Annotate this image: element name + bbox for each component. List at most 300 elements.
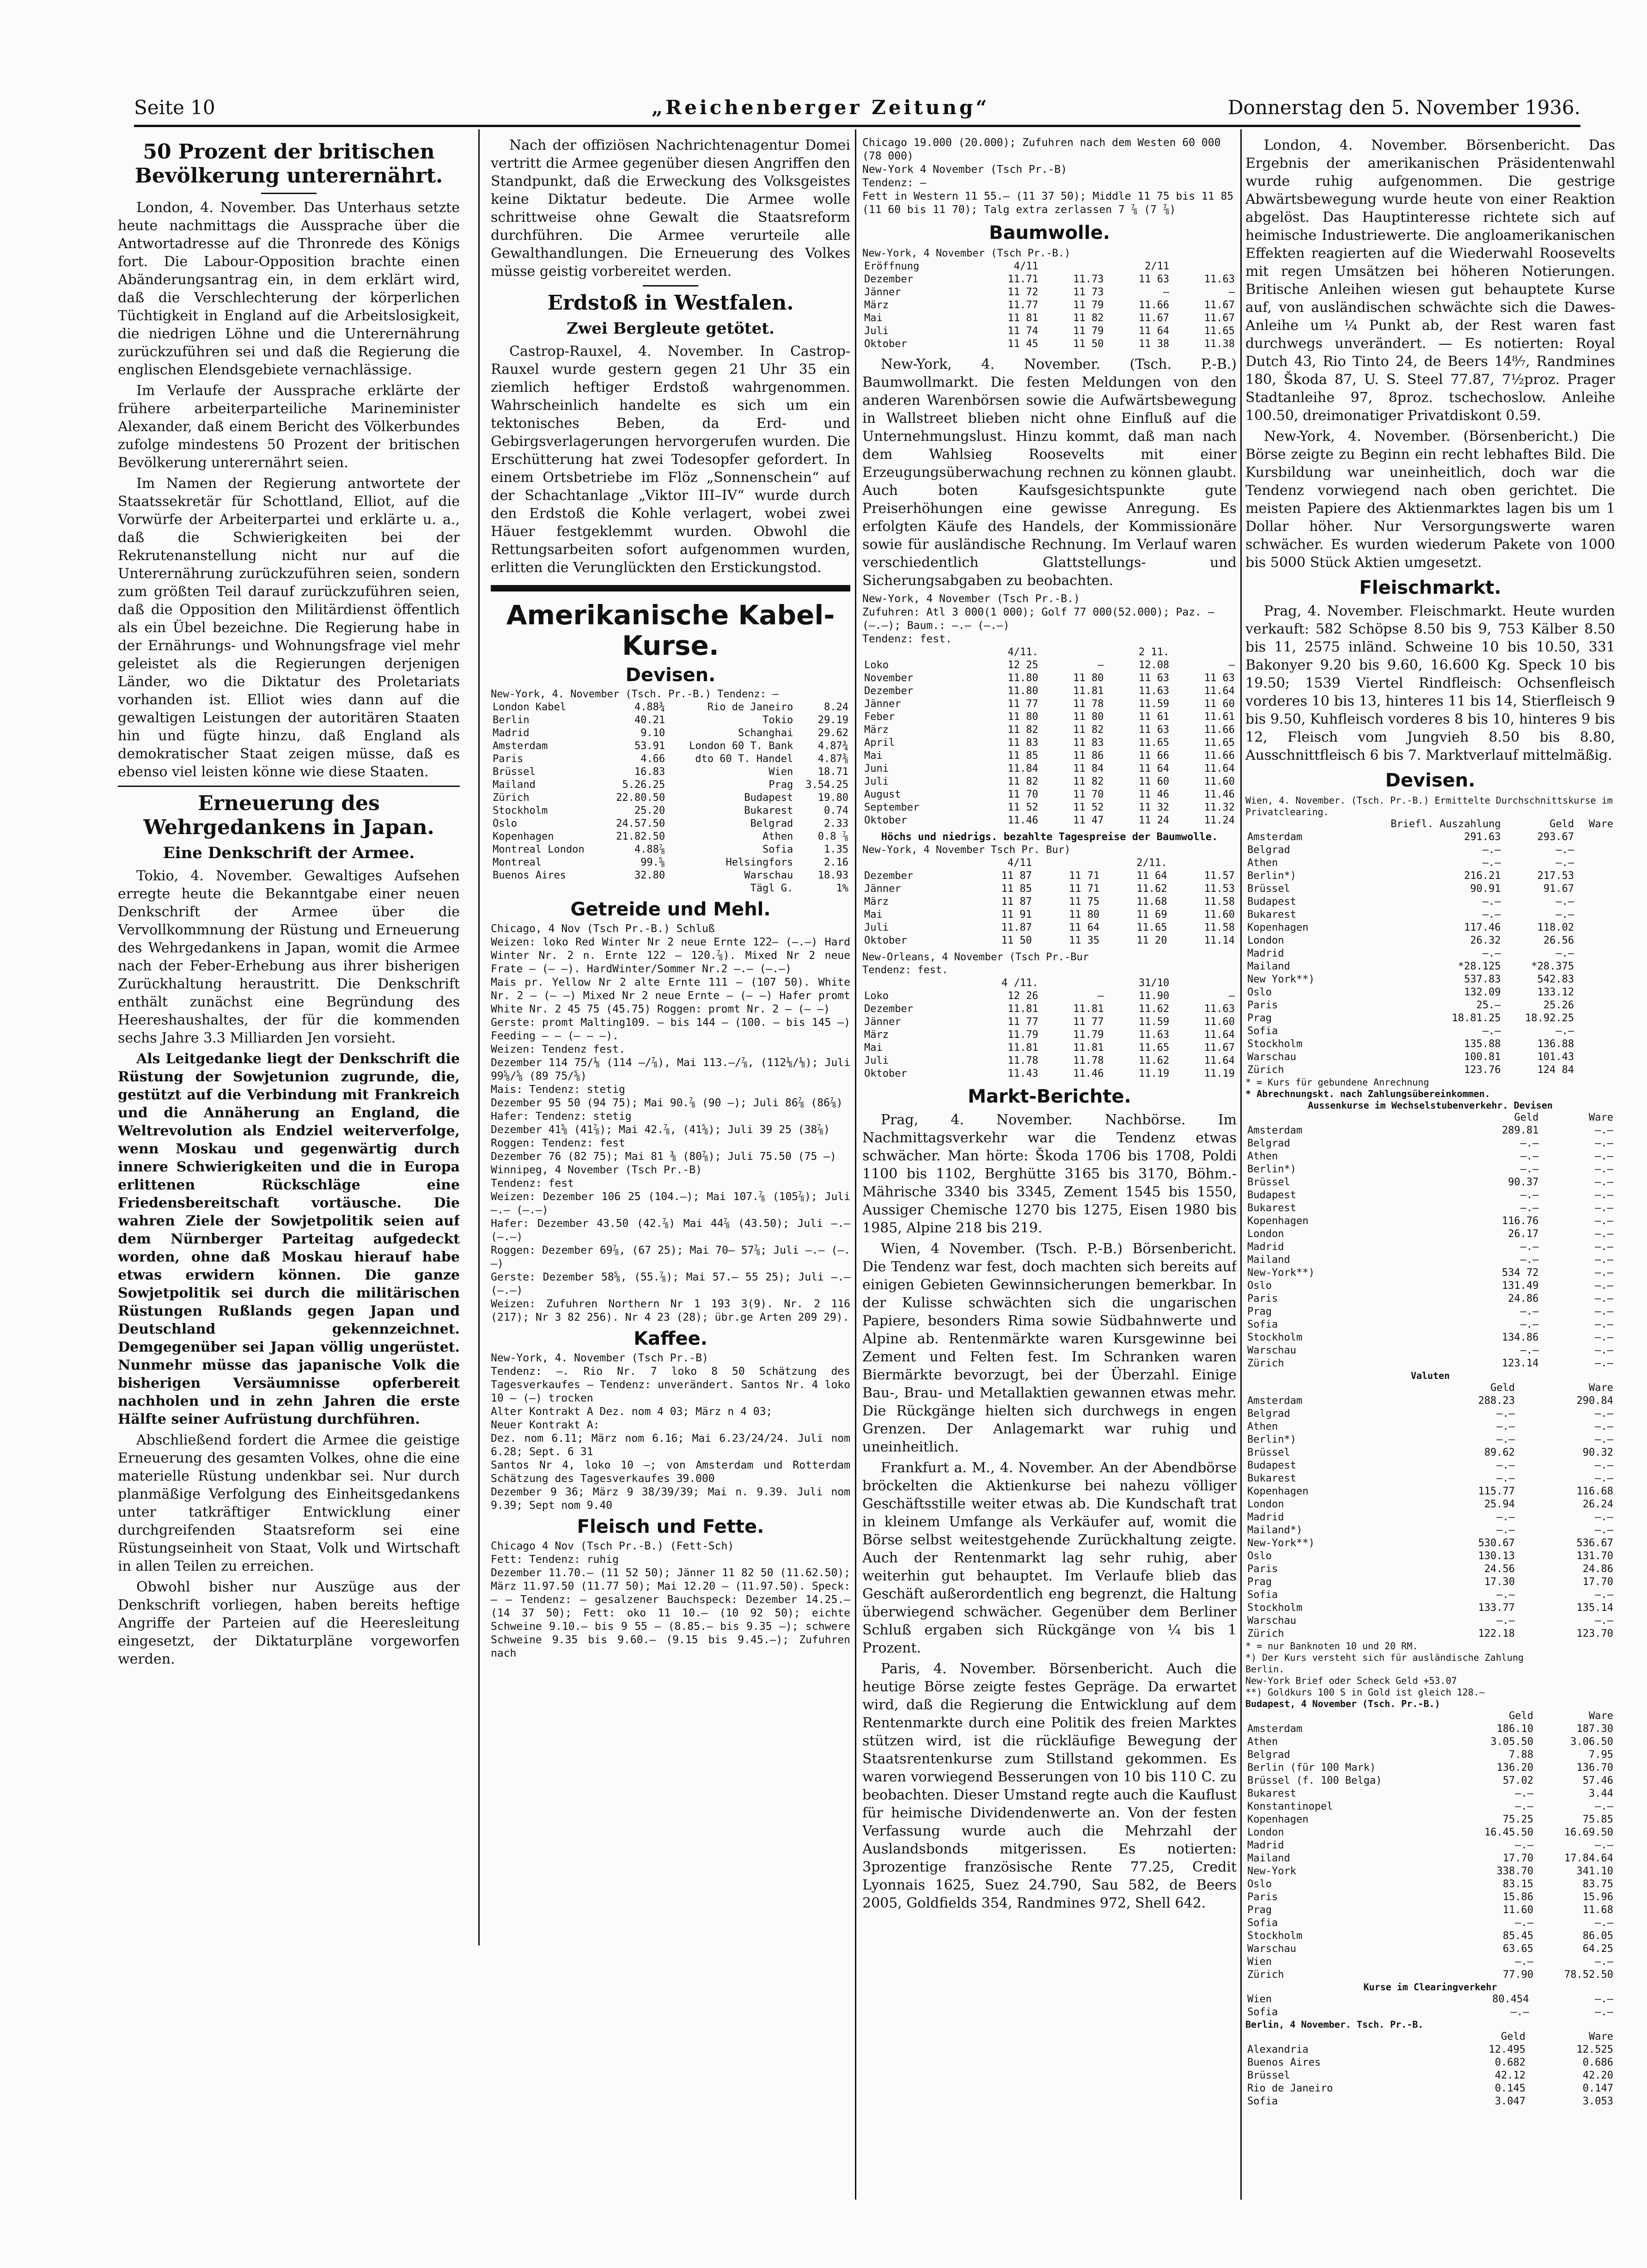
report-line: Dez. nom 6.11; März nom 6.16; Mai 6.23/24/24. Juli nom 6.28; Sept. 6 31 <box>491 1433 850 1458</box>
cotton-highlow-heading: Höchs und niedrigs. bezahlte Tagespreise der Baumwolle. <box>881 831 1218 843</box>
table-row <box>1245 1064 1615 1077</box>
table-cell: —.— <box>1595 1840 1613 1851</box>
table-cell: —.— <box>1515 1840 1534 1851</box>
table-row <box>1245 1038 1615 1051</box>
vienna-clearing-table <box>1245 818 1615 1077</box>
table-cell: Buenos Aires <box>493 870 566 881</box>
table-cell: Alexandria <box>1247 2044 1309 2055</box>
table-header-cell: Ware <box>1589 1710 1613 1722</box>
table-cell: März <box>864 299 889 311</box>
table-cell: 16.45.50 <box>1484 1827 1534 1838</box>
table-row <box>1245 857 1615 870</box>
paragraph: Prag, 4. November. Nachbörse. Im Nachmittagsverkehr war die Tendenz etwas schwächer. Man hörte: Škoda 1706 bis 1708, Poldi 1100 bis 1102, Berghütte 3165 bis 3170, Böhm.-Mährische 3340 bis 3345, Zement 1545 bis 1550, Aussiger Chemische 1270 bis 1275, Eisen 1980 bis 1985, Alpine 218 bis 219. <box>862 1112 1237 1236</box>
table-cell: 11 84 <box>1073 763 1104 774</box>
table-cell: Amsterdam <box>493 740 548 752</box>
table-cell: —.— <box>1595 1228 1613 1240</box>
table-cell: —.— <box>1595 1917 1613 1929</box>
table-cell: 11 64 <box>1138 325 1170 337</box>
berlin-table <box>1245 2030 1615 2108</box>
table-cell: London <box>1247 935 1284 946</box>
table-row <box>1245 1749 1615 1762</box>
table-cell: Tokio <box>762 714 793 726</box>
table-cell: 4.66 <box>640 753 665 765</box>
cotton-report <box>862 355 1237 590</box>
table-cell: Brüssel <box>1247 1447 1290 1458</box>
valuten-note: New-York Brief oder Scheck Geld +53.07 <box>1245 1675 1457 1686</box>
paragraph: Nach der offiziösen Nachrichtenagentur Domei vertritt die Armee gegenüber diesen Angriffen den Standpunkt, daß die Erweckung des Volksgeistes keine Diktatur bedeute. Die Armee wolle schrittweise ohne Gewalt die Staatsreform durchführen. Die Armee verurteile alle Gewalthandlungen. Die Erneuerung des Volkes müsse geistig vorbereitet werden. <box>491 137 850 280</box>
table-cell: New-York**) <box>1247 1267 1315 1279</box>
table-header-row <box>1245 2030 1615 2043</box>
table-cell: 18.93 <box>817 870 848 881</box>
table-cell: 11 77 <box>1073 1016 1104 1028</box>
table-cell: —.— <box>1595 1164 1613 1175</box>
table-cell: Oslo <box>1247 1550 1272 1562</box>
table-row <box>1245 1254 1615 1267</box>
column-rule-1 <box>478 129 480 1945</box>
table-row <box>1245 1459 1615 1472</box>
table-cell: Prag <box>769 779 793 791</box>
table-cell: —.— <box>1510 2006 1529 2018</box>
table-cell: —.— <box>1595 1138 1613 1149</box>
table-cell: Berlin <box>493 714 530 726</box>
table-row <box>1245 1736 1615 1749</box>
report-line: Fett: Tendenz: ruhig <box>491 1554 619 1566</box>
table-row <box>1245 1878 1615 1891</box>
table-cell: 11.87 <box>1001 922 1032 933</box>
divider <box>118 786 460 787</box>
table-cell: Oktober <box>864 935 907 946</box>
table-cell: 18.92.25 <box>1525 1012 1574 1024</box>
table-cell: Kopenhagen <box>1247 1814 1309 1825</box>
table-cell: London <box>1247 1827 1284 1838</box>
table-cell: 25.94 <box>1484 1499 1515 1510</box>
table-row <box>1245 2095 1615 2108</box>
table-header-cell <box>862 977 963 990</box>
table-cell: 11 63 <box>1138 274 1170 285</box>
table-cell: Juli <box>864 1055 889 1067</box>
table-row <box>1245 2056 1615 2069</box>
table-cell: Warschau <box>1247 1615 1296 1627</box>
cotton-highlow-intro: New-York, 4 November Tsch Pr. Bur) <box>862 844 1071 856</box>
paragraph: Im Namen der Regierung antwortete der Staatssekretär für Schottland, Elliot, auf die Vorwürfe der Arbeiterpartei und erklärte u. a., daß die Schwierigkeiten bei der Rekrutenanstellung nicht nur auf die Unterernährung zurückzuführen seien, sondern zum größten Teil darauf zurückzuführen seien, daß die Opposition den Militärdienst öffentlich als ein Übel bezeichne. Die Regierung habe in der Ernährungs- und Wohnungsfrage viel mehr geleistet als die Regierungen derjenigen Länder, wo die Diktatur des Proletariats vorhanden ist. Elliot wies dann auf die gewaltigen Leistungen der autoritären Staaten hin und fügte hinzu, daß England als demokratischer Staat zeigen müsse, daß es ebenso viel leisten könne wie diese Staaten. <box>118 476 460 780</box>
paragraph: Abschließend fordert die Armee die geistige Erneuerung des gesamten Volkes, ohne die eine materielle Rüstung undenkbar sei. Nur durch planmäßige Verfolgung des Einheitsgedankens unter tatkräftiger Entwicklung einer durchgreifenden Staatsreform sei eine Rüstungseinheit von Staat, Volk und Wirtschaft in allen Teilen zu erreichen. <box>118 1432 460 1574</box>
table-header-cell: 4/11 <box>1007 857 1032 869</box>
table-cell: 11 63 <box>1204 672 1235 684</box>
table-row <box>862 299 1237 312</box>
table-cell: 11 82 <box>1007 724 1038 736</box>
cotton-table-3 <box>862 857 1237 947</box>
cotton-table-4 <box>862 977 1237 1080</box>
table-row <box>1245 1202 1615 1215</box>
table-row <box>1245 1787 1615 1800</box>
table-cell: 11 71 <box>1069 870 1100 882</box>
report-line: Dezember 76 (82 75); Mai 81 ⅜ (80⅞); Juli 75.50 (75 —) <box>491 1151 836 1163</box>
report-line: Winnipeg, 4 November (Tsch Pr.-B) <box>491 1164 702 1176</box>
table-cell: 136.70 <box>1576 1762 1613 1774</box>
table-cell: London 60 T. Bank <box>689 740 793 752</box>
table-cell: 11.80 <box>1007 685 1038 697</box>
table-cell: 11.62 <box>1138 1003 1170 1015</box>
table-header-cell <box>1040 646 1106 659</box>
table-cell: —.— <box>1595 1358 1613 1369</box>
headline-earthquake: Erdstoß in Westfalen. <box>547 291 794 315</box>
table-cell: 11 50 <box>1001 935 1032 946</box>
table-cell: —.— <box>1496 1615 1515 1627</box>
table-cell: —.— <box>1482 896 1501 908</box>
table-cell: 536.67 <box>1576 1537 1613 1549</box>
table-cell: Budapest <box>744 792 793 804</box>
table-row <box>491 753 850 766</box>
table-cell: 542.83 <box>1537 974 1574 985</box>
table-cell: Zürich <box>1247 1628 1284 1640</box>
table-row <box>1245 870 1615 883</box>
table-cell: Belgrad <box>1247 1138 1290 1149</box>
table-cell: 5.26.25 <box>622 779 665 791</box>
table-cell: Rio de Janeiro <box>707 701 793 713</box>
table-cell: Tägl G. <box>750 883 793 894</box>
table-row <box>862 312 1237 325</box>
table-row <box>1245 1215 1615 1228</box>
table-cell: 24.86 <box>1508 1293 1539 1305</box>
report-line: Alter Kontrakt A Dez. nom 4 03; März n 4 03; <box>491 1406 773 1418</box>
table-cell: Jänner <box>864 1016 901 1028</box>
table-header-cell: Ware <box>1589 2031 1613 2042</box>
table-cell: 11.58 <box>1204 896 1235 908</box>
table-cell: Berlin*) <box>1247 1164 1296 1175</box>
table-cell: Wien <box>1247 1956 1272 1968</box>
table-cell: 11.60 <box>1204 909 1235 921</box>
table-cell: 24.86 <box>1582 1563 1613 1575</box>
table-cell: 293.67 <box>1537 831 1574 843</box>
table-cell: Belgrad <box>1247 1749 1290 1761</box>
table-cell: Madrid <box>493 727 530 739</box>
table-row <box>862 711 1237 724</box>
table-cell: 11.90 <box>1138 990 1170 1002</box>
table-cell: 75.85 <box>1582 1814 1613 1825</box>
table-header-cell <box>862 646 975 659</box>
table-cell: 11.63 <box>1204 1003 1235 1015</box>
table-cell: 11.81 <box>1073 1042 1104 1054</box>
table-header-cell: 4/11 <box>1013 261 1038 272</box>
table-cell: 9.10 <box>640 727 665 739</box>
table-cell: —.— <box>1595 1408 1613 1420</box>
table-header-cell: 2/11. <box>1136 857 1167 869</box>
table-cell: 3.54.25 <box>805 779 848 791</box>
table-cell: —.— <box>1520 1319 1539 1330</box>
table-cell: 537.83 <box>1464 974 1501 985</box>
table-cell: Konstantinopel <box>1247 1801 1333 1812</box>
table-cell: Stockholm <box>1247 1038 1303 1050</box>
table-cell: 3.44 <box>1589 1788 1613 1799</box>
table-cell: 3.05.50 <box>1490 1736 1534 1748</box>
column-3 <box>862 136 1237 2244</box>
table-row <box>1245 1826 1615 1839</box>
table-cell: Madrid <box>1247 1840 1284 1851</box>
table-row <box>1245 1012 1615 1025</box>
table-cell: Brüssel <box>1247 2070 1290 2081</box>
table-cell: 26.24 <box>1582 1499 1613 1510</box>
table-row <box>1245 1025 1615 1038</box>
table-cell: Sofia <box>1247 1025 1278 1037</box>
table-row <box>1245 1537 1615 1550</box>
table-cell: 63.65 <box>1502 1943 1534 1955</box>
table-row <box>1245 1280 1615 1293</box>
table-row <box>862 934 1237 947</box>
table-cell: —.— <box>1595 1241 1613 1253</box>
table-row <box>1245 1485 1615 1498</box>
table-header-cell <box>1171 646 1237 659</box>
table-cell: —.— <box>1595 1332 1613 1343</box>
table-cell: 131.70 <box>1576 1550 1613 1562</box>
table-cell: 11 78 <box>1073 698 1104 710</box>
table-cell: 42.20 <box>1582 2070 1613 2081</box>
table-cell: 2.33 <box>824 818 848 829</box>
table-header-row <box>862 260 1237 273</box>
table-header-cell: Ware <box>1589 1112 1613 1123</box>
table-row <box>1245 896 1615 908</box>
table-cell: Sofia <box>1247 1589 1278 1601</box>
table-row <box>491 740 850 753</box>
table-cell: 11.84 <box>1007 763 1038 774</box>
table-cell: Sofia <box>1247 2096 1278 2107</box>
table-row <box>491 701 850 714</box>
table-cell: 288.23 <box>1478 1395 1515 1407</box>
table-header-cell: 2 11. <box>1138 646 1170 658</box>
table-cell: 12.495 <box>1488 2044 1526 2055</box>
table-cell: 100.81 <box>1464 1051 1501 1063</box>
table-cell: 11.68 <box>1582 1904 1613 1916</box>
table-cell: 32.80 <box>634 870 665 881</box>
table-cell: 11.19 <box>1204 1068 1235 1079</box>
cable-rates-heading: Amerikanische Kabel-Kurse. <box>506 599 835 661</box>
table-cell: 11.80 <box>1007 672 1038 684</box>
newspaper-title: „Reichenberger Zeitung“ <box>652 96 990 119</box>
table-row <box>1245 2043 1615 2056</box>
coffee-heading: Kaffee. <box>634 1328 708 1349</box>
berlin-intro: Berlin, 4 November. Tsch. Pr.-B. <box>1245 2019 1424 2030</box>
valuten-table <box>1245 1382 1615 1640</box>
table-row <box>1245 1800 1615 1813</box>
table-cell: 0.682 <box>1494 2057 1526 2068</box>
table-cell: 11.57 <box>1204 870 1235 882</box>
table-cell: März <box>864 1029 889 1041</box>
table-row <box>1245 1331 1615 1344</box>
table-header-cell: Ware <box>1589 818 1613 830</box>
page-number: Seite 10 <box>134 96 215 119</box>
table-cell: Madrid <box>1247 1512 1284 1523</box>
table-cell: März <box>864 896 889 908</box>
report-line: Weizen: Tendenz fest. <box>491 1043 625 1055</box>
table-cell: Sofia <box>1247 1319 1278 1330</box>
table-cell: Feber <box>864 711 895 723</box>
table-cell: 11.66 <box>1204 724 1235 736</box>
table-cell: Mai <box>864 750 883 762</box>
table-row <box>862 990 1237 1003</box>
table-cell: 11 20 <box>1136 935 1167 946</box>
table-cell: —.— <box>1520 1164 1539 1175</box>
table-cell: 11.59 <box>1138 1016 1170 1028</box>
table-cell: Stockholm <box>1247 1332 1303 1343</box>
table-row <box>491 727 850 740</box>
table-row <box>1245 1904 1615 1917</box>
table-row <box>1245 1943 1615 1956</box>
report-line: Gerste: Dezember 58⅝, (55.⅞); Mai 57.— 55 25); Juli —.— (—.—) <box>491 1271 850 1297</box>
table-cell: 86.05 <box>1582 1930 1613 1942</box>
table-cell: Paris <box>493 753 524 765</box>
table-header-cell <box>1245 818 1344 831</box>
report-line: Dezember 41⅝ (41⅞); Mai 42.⅞, (41⅝); Juli 39 25 (38⅞) <box>491 1124 830 1136</box>
table-cell: 11 69 <box>1136 909 1167 921</box>
table-cell: 29.62 <box>817 727 848 739</box>
table-cell: Warschau <box>1247 1051 1296 1063</box>
table-row <box>1245 831 1615 844</box>
table-row <box>491 817 850 830</box>
table-row <box>1245 1865 1615 1878</box>
table-row <box>862 338 1237 351</box>
table-row <box>862 870 1237 883</box>
fat-report <box>862 136 1237 217</box>
table-cell: 11 77 <box>1007 698 1038 710</box>
table-header-row <box>862 646 1237 659</box>
budapest-table <box>1245 1710 1615 1981</box>
table-cell: —.— <box>1595 2006 1613 2018</box>
table-cell: 11 87 <box>1001 870 1032 882</box>
table-row <box>862 273 1237 286</box>
table-header-cell <box>1040 260 1106 273</box>
table-cell: Warschau <box>1247 1943 1296 1955</box>
table-cell: Paris <box>1247 1000 1278 1011</box>
table-cell: 122.18 <box>1478 1628 1515 1640</box>
table-cell: 131.49 <box>1502 1280 1539 1292</box>
table-row <box>862 750 1237 762</box>
report-line: Mais: Tendenz: stetig <box>491 1084 625 1096</box>
table-cell: —.— <box>1595 1293 1613 1305</box>
table-cell: New-York**) <box>1247 1537 1315 1549</box>
table-header-cell <box>1245 1710 1455 1723</box>
table-cell: —.— <box>1595 1306 1613 1317</box>
table-cell: —.— <box>1482 948 1501 959</box>
table-header-row <box>862 977 1237 990</box>
table-cell: —.— <box>1595 1589 1613 1601</box>
table-cell: 12 26 <box>1007 990 1038 1002</box>
ny-devisen-table <box>491 701 850 895</box>
table-row <box>862 685 1237 698</box>
divider <box>261 193 317 194</box>
table-cell: Athen <box>1247 1736 1278 1748</box>
valuten-note: *) Der Kurs versteht sich für ausländische Zahlung <box>1245 1652 1524 1663</box>
table-row <box>1245 1762 1615 1774</box>
table-row <box>1245 1993 1615 2006</box>
table-cell: März <box>864 724 889 736</box>
table-cell: Mailand <box>1247 1254 1290 1266</box>
table-cell: 12 25 <box>1007 659 1038 671</box>
table-cell: 26.17 <box>1508 1228 1539 1240</box>
table-row <box>862 1067 1237 1080</box>
table-cell: Prag <box>1247 1012 1272 1024</box>
table-cell: Montreal London <box>493 844 585 855</box>
table-cell: 291.63 <box>1464 831 1501 843</box>
table-cell: Buenos Aires <box>1247 2057 1321 2068</box>
table-cell: Zürich <box>1247 1969 1284 1981</box>
report-line: New-York, 4 November (Tsch Pr.-B.) <box>862 593 1080 605</box>
paragraph: Wien, 4 November. (Tsch. P.-B.) Börsenbericht. Die Tendenz war fest, doch machten sich bereits auf einigen Gebieten Gewinnsicherungen bemerkbar. In der Kulisse schwächten sich die ungarischen Papiere, besonders Rima sowie Südbahnwerte und Alpine ab. Rentenmärkte waren Kursgewinne bei Zement und Felten fest. Im Schranken waren Biermärkte bevorzugt, bei der Überzahl. Einige Bau-, Brau- und Metallaktien gewannen etwas mehr. Die Rückgänge hielten sich durchwegs in engen Grenzen. Der Anlagemarkt war ruhig und uneinheitlich. <box>862 1241 1237 1455</box>
table-cell: 11.73 <box>1073 274 1104 285</box>
table-row <box>1245 1421 1615 1433</box>
table-cell: Dezember <box>864 1003 913 1015</box>
table-cell: Helsingfors <box>726 857 793 868</box>
table-cell: 136.88 <box>1537 1038 1574 1050</box>
table-row <box>862 698 1237 711</box>
table-cell: 11 35 <box>1069 935 1100 946</box>
table-cell: 117.46 <box>1464 922 1501 933</box>
table-cell: Amsterdam <box>1247 1125 1303 1136</box>
table-row <box>1245 1446 1615 1459</box>
table-row <box>1245 1176 1615 1189</box>
table-cell: 11 79 <box>1073 299 1104 311</box>
table-row <box>1245 1589 1615 1602</box>
table-cell: Schanghai <box>738 727 793 739</box>
report-line: Weizen: loko Red Winter Nr 2 neue Ernte 122— (—.—) Hard Winter Nr. 2 n. Ernte 122 — 120.⅞). Mixed Nr 2 neue Frate — (— —). HardWinter/Sommer Nr.2 —.— (—.—) <box>491 936 850 975</box>
table-cell: 341.10 <box>1576 1866 1613 1877</box>
grain-heading: Getreide und Mehl. <box>570 899 771 920</box>
table-cell <box>491 882 604 895</box>
table-cell: 11 63 <box>1138 724 1170 736</box>
table-cell: —.— <box>1520 1138 1539 1149</box>
table-cell: Kopenhagen <box>1247 1486 1309 1497</box>
table-cell: 11.63 <box>1138 1029 1170 1041</box>
table-cell: November <box>864 672 913 684</box>
table-cell: Rio de Janeiro <box>1247 2083 1333 2094</box>
report-line: Chicago, 4 Nov (Tsch Pr.-B.) Schluß <box>491 923 715 935</box>
table-row <box>1245 1563 1615 1576</box>
table-cell: 83.75 <box>1582 1878 1613 1890</box>
table-cell: 338.70 <box>1496 1866 1534 1877</box>
table-cell: 130.13 <box>1478 1550 1515 1562</box>
table-row <box>862 908 1237 921</box>
table-cell: 11 60 <box>1138 776 1170 787</box>
table-row <box>1245 960 1615 973</box>
table-cell: 11 83 <box>1073 737 1104 749</box>
table-cell: Kopenhagen <box>1247 1215 1309 1227</box>
table-cell: 11.53 <box>1204 883 1235 895</box>
table-row <box>1245 1723 1615 1736</box>
table-cell: 11 74 <box>1007 325 1038 337</box>
table-row <box>1245 999 1615 1012</box>
clearing-heading: Kurse im Clearingverkehr <box>1363 1981 1497 1993</box>
paragraph: London, 4. November. Das Unterhaus setzte heute nachmittags die Aussprache über die Antwortadresse auf die Thronrede des Königs fort. Die Labour-Opposition brachte einen Abänderungsantrag ein, in dem erklärt wird, daß die Verschlechterung der körperlichen Tüchtigkeit in England auf die Arbeitslosigkeit, die niedrigen Löhne und die Unterernährung zurückzuführen sei und daß die Regierung die englischen Elendsgebiete vernachlässige. <box>118 200 460 378</box>
table-cell: Zürich <box>493 792 530 804</box>
table-row <box>1245 1472 1615 1485</box>
table-cell: 11.79 <box>1073 1029 1104 1041</box>
table-cell: Zürich <box>1247 1358 1284 1369</box>
column-2 <box>491 136 850 2244</box>
table-cell: 530.67 <box>1478 1537 1515 1549</box>
report-line: Mais pr. Yellow Nr 2 alte Ernte 111 — (107 50). White Nr. 2 — (— —) Mixed Nr 2 neue Ernte — (— —) Hafer promt White Nr. 2 45 75 (45.75) Roggen: promt Nr. 2 — (— —) <box>491 976 850 1015</box>
table-row <box>862 775 1237 788</box>
table-cell: 11.63 <box>1138 685 1170 697</box>
table-cell: Madrid <box>1247 1241 1284 1253</box>
table-cell: Mailand <box>1247 1853 1290 1864</box>
table-cell: Brüssel <box>1247 883 1290 895</box>
table-cell: 135.14 <box>1576 1602 1613 1614</box>
table-row <box>1245 934 1615 947</box>
table-header-cell <box>1034 857 1101 870</box>
table-cell: 11 79 <box>1073 325 1104 337</box>
table-row <box>1245 2082 1615 2095</box>
table-row <box>1245 986 1615 999</box>
market-reports-heading: Markt-Berichte. <box>968 1086 1131 1107</box>
table-row <box>491 714 850 727</box>
